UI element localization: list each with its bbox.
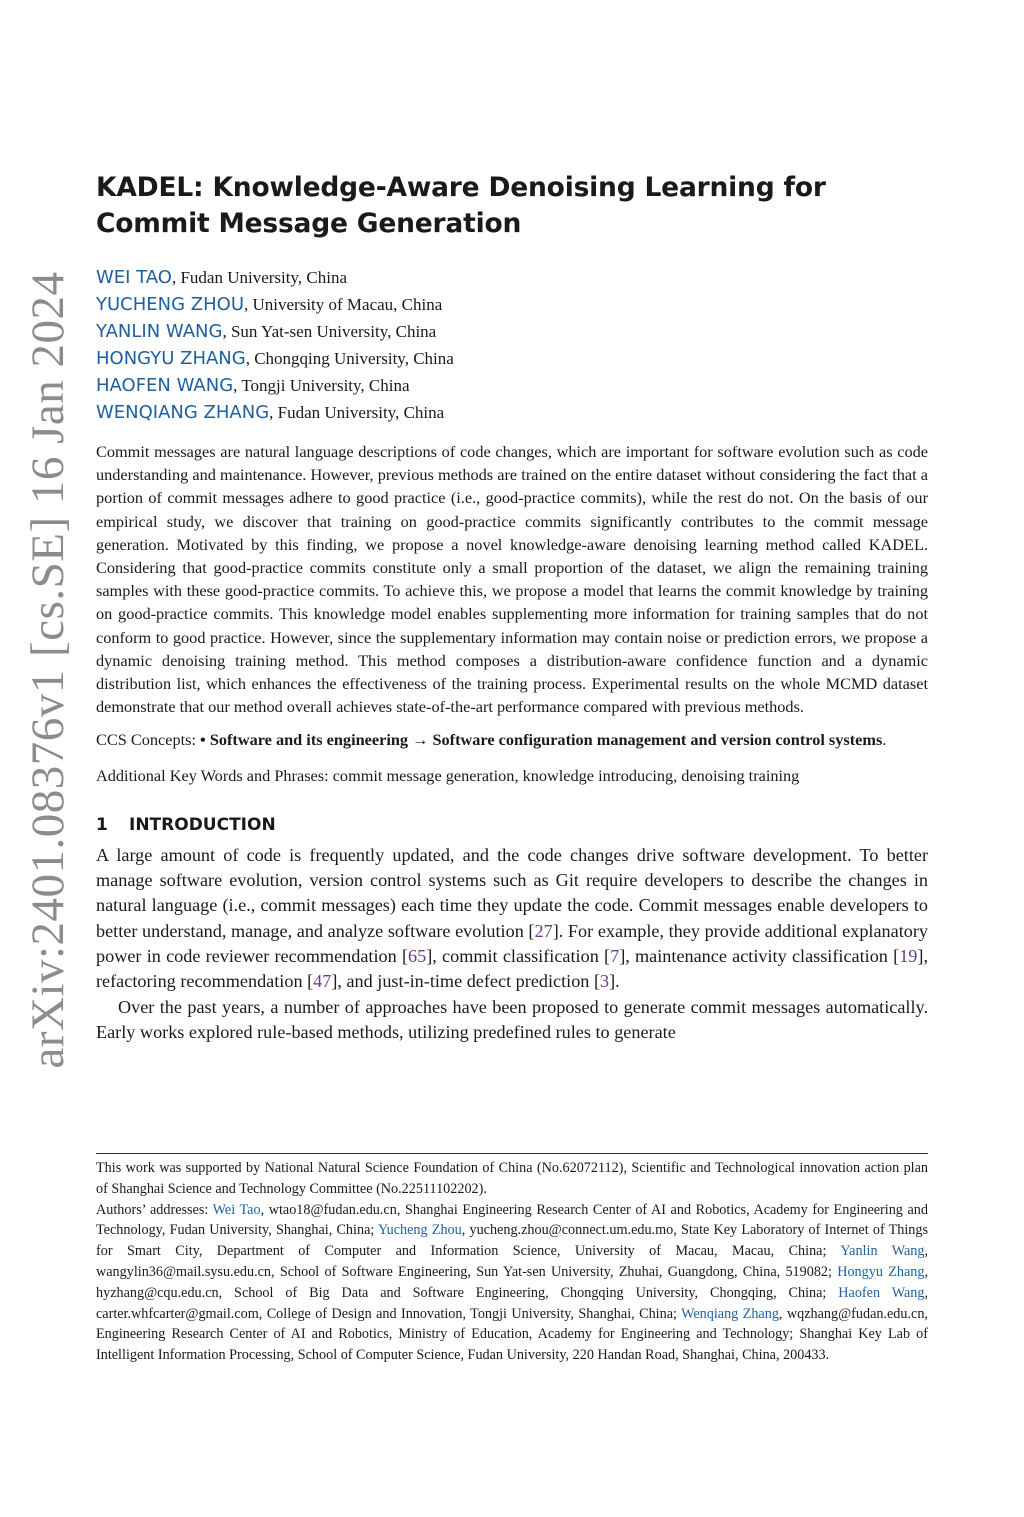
section-heading [96, 813, 928, 837]
author-affiliation: , Fudan University, China [171, 268, 347, 287]
citation-link[interactable]: 27 [534, 920, 553, 941]
intro-text: ], maintenance activity classification [ [619, 946, 900, 967]
ccs-concepts-text: • Software and its engineering → Software configuration management and version control systems [200, 730, 883, 750]
section-number: 1 [96, 814, 108, 835]
addresses-label: Authors’ addresses: [96, 1201, 213, 1218]
author-entry [96, 345, 928, 372]
section-title: INTRODUCTION [129, 814, 276, 835]
intro-text: ], refactoring recommendation [ [96, 946, 928, 992]
intro-paragraph: Over the past years, a number of approaches have been proposed to generate commit messages automatically. Early works explored rule-based methods, utilizing predefined rules to generate [96, 996, 928, 1042]
author-entry [96, 264, 928, 291]
author-name[interactable]: HONGYU ZHANG [96, 348, 246, 369]
address-text: , yucheng.zhou@connect.um.edu.mo, State Key Laboratory of Internet of Things for Smart City, Department of Computer and Information Science, University of Macau, Macau, China; [96, 1222, 929, 1260]
citation-link[interactable]: 19 [899, 946, 918, 967]
author-affiliation: , Fudan University, China [269, 403, 445, 422]
intro-body [96, 843, 928, 1045]
citation-link[interactable]: 65 [408, 946, 427, 967]
paper-page [96, 170, 928, 1045]
author-addresses [96, 1200, 928, 1366]
intro-text: ]. For example, they provide additional explanatory power in code reviewer recommendation [ [96, 920, 928, 967]
author-name[interactable]: YANLIN WANG [96, 321, 223, 342]
abstract: Commit messages are natural language descriptions of code changes, which are important for software evolution such as code understanding and maintenance. However, previous methods are trained on the entire dataset without considering the fact that a portion of commit messages adhere to good practice (i.e., good-practice commits), while the rest do not. On the basis of our empirical study, we discover that training on good-practice commits significantly contributes to the commit message generation. Motivated by this finding, we propose a novel knowledge-aware denoising learning method called KADEL. Considering that good-practice commits constitute only a small proportion of the dataset, we align the remaining training samples with these good-practice commits. To achieve this, we propose a model that learns the commit knowledge by training on good-practice commits. This knowledge model enables supplementing more information for training samples that do not conform to good practice. However, since the supplementary information may contain noise or prediction errors, we propose a dynamic denoising training method. This method composes a distribution-aware confidence function and a dynamic distribution list, which enhances the effectiveness of the training process. Experimental results on the whole MCMD dataset demonstrate that our method overall achieves state-of-the-art performance compared with previous methods. [96, 442, 928, 717]
address-text: , wangylin36@mail.sysu.edu.cn, School of Software Engineering, Sun Yat-sen University, Zhuhai, Guangdong, China, 519082; [96, 1243, 928, 1280]
author-affiliation: , Chongqing University, China [245, 349, 454, 368]
ccs-label: CCS Concepts: [96, 730, 201, 750]
ccs-concepts [96, 728, 928, 751]
author-affiliation: , Sun Yat-sen University, China [222, 322, 437, 341]
author-entry [96, 372, 928, 399]
author-affiliation: , Tongji University, China [233, 376, 410, 395]
author-entry [96, 399, 928, 426]
author-link[interactable]: Yanlin Wang [840, 1243, 925, 1260]
intro-text: ], commit classification [ [426, 946, 611, 967]
intro-text: ], and just-in-time defect prediction [ [331, 971, 601, 992]
address-text: , carter.whfcarter@gmail.com, College of Design and Innovation, Tongji University, Shanghai, China; [96, 1284, 928, 1322]
author-list [96, 264, 928, 426]
ccs-end: . [882, 730, 887, 750]
author-name[interactable]: YUCHENG ZHOU [96, 294, 244, 315]
citation-link[interactable]: 7 [610, 946, 620, 967]
citation-link[interactable]: 3 [600, 971, 610, 992]
author-name[interactable]: HAOFEN WANG [96, 375, 234, 396]
address-text: , wtao18@fudan.edu.cn, Shanghai Engineering Research Center of AI and Robotics, Academy for Engineering and Technology, Fudan University, Shanghai, China; [96, 1201, 928, 1239]
footnotes [96, 1158, 928, 1366]
author-affiliation: , University of Macau, China [244, 295, 443, 314]
author-link[interactable]: Hongyu Zhang [837, 1263, 925, 1280]
author-link[interactable]: Haofen Wang [838, 1284, 925, 1301]
author-link[interactable]: Wei Tao [212, 1201, 261, 1218]
author-entry [96, 291, 928, 318]
intro-text: A large amount of code is frequently updated, and the code changes drive software development. To better manage software evolution, version control systems such as Git require developers to describe the changes in natural language (i.e., commit messages) each time they update the code. Commit messages enable developers to better understand, manage, and analyze software evolution [ [96, 844, 928, 941]
funding-note: This work was supported by National Natural Science Foundation of China (No.62072112), Scientific and Technological innovation action plan of Shanghai Science and Technology Committee (No.22511102202). [96, 1160, 928, 1197]
address-text: , hyzhang@cqu.edu.cn, School of Big Data and Software Engineering, Chongqing University, Chongqing, China; [96, 1263, 928, 1301]
intro-text: ]. [609, 971, 620, 992]
paper-title: KADEL: Knowledge-Aware Denoising Learning for Commit Message Generation [96, 172, 826, 239]
arxiv-stamp-text: arXiv:2401.08376v1 [cs.SE] 16 Jan 2024 [22, 271, 74, 1069]
keywords: Additional Key Words and Phrases: commit message generation, knowledge introducing, denoising training [96, 765, 800, 785]
author-link[interactable]: Yucheng Zhou [377, 1222, 462, 1239]
author-link[interactable]: Wenqiang Zhang [681, 1305, 779, 1322]
address-text: , wqzhang@fudan.edu.cn, Engineering Research Center of AI and Robotics, Ministry of Education, Academy for Engineering and Technology; Shanghai Key Lab of Intelligent Information Processing, School of Computer Science, Fudan University, 220 Handan Road, Shanghai, China, 200433. [96, 1305, 928, 1364]
intro-paragraph [96, 843, 928, 995]
author-name[interactable]: WENQIANG ZHANG [96, 402, 270, 423]
author-entry [96, 318, 928, 345]
author-name[interactable]: WEI TAO [96, 267, 172, 288]
citation-link[interactable]: 47 [313, 971, 332, 992]
footnote-divider [96, 1153, 928, 1154]
